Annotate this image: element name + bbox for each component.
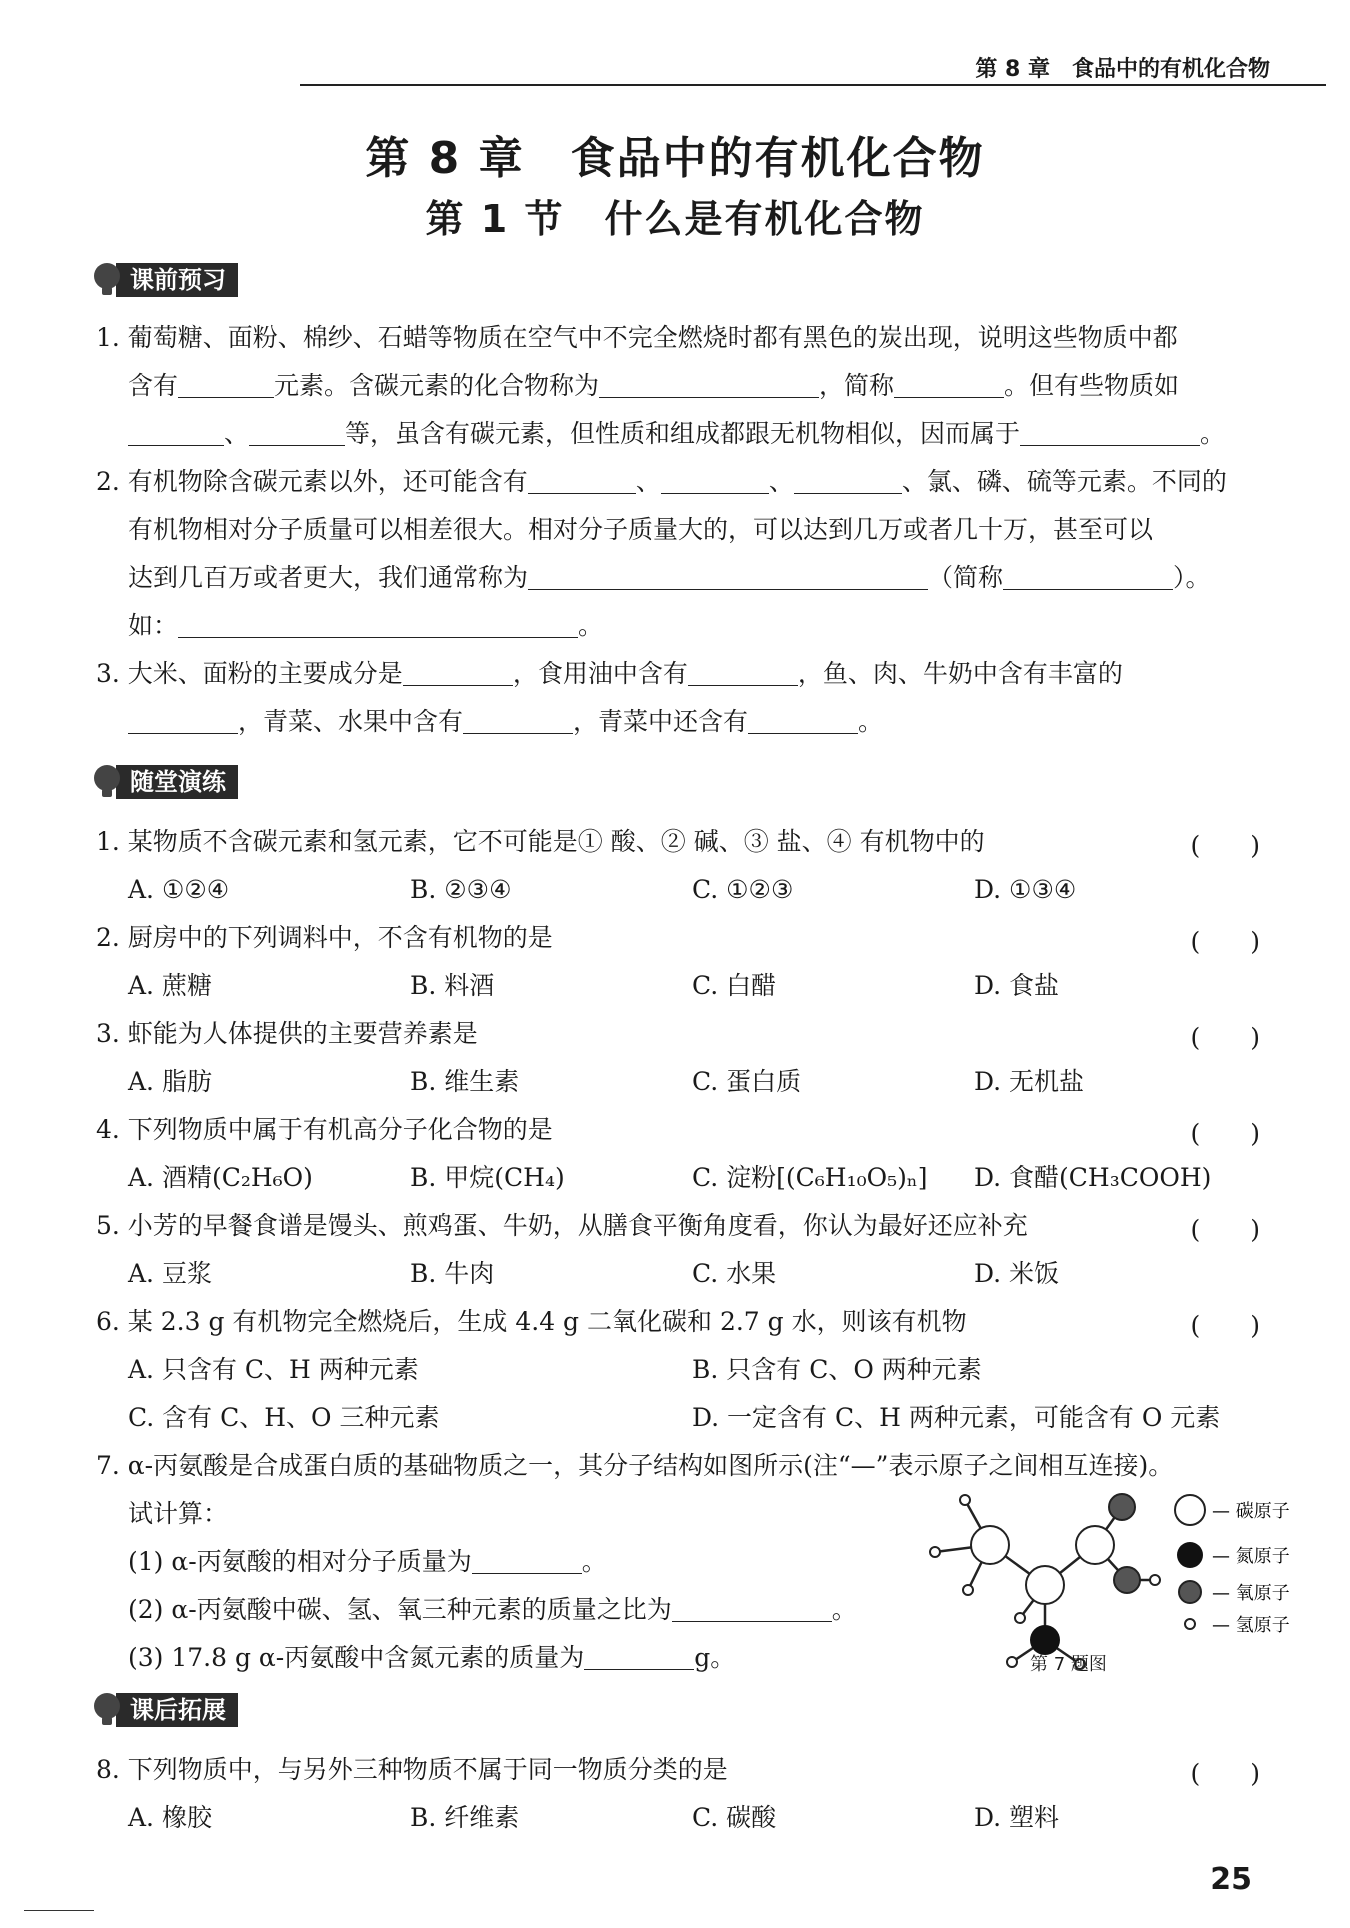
option-b[interactable]: B. 料酒 bbox=[410, 971, 495, 1000]
answer-blank[interactable] bbox=[894, 373, 1004, 398]
answer-blank[interactable] bbox=[672, 1597, 832, 1622]
practice-q5-stem: 5. 小芳的早餐食谱是馒头、煎鸡蛋、牛奶，从膳食平衡角度看，你认为最好还应补充 bbox=[96, 1211, 1028, 1240]
answer-blank[interactable] bbox=[249, 421, 345, 446]
legend-oxygen-label: — 氧原子 bbox=[1212, 1583, 1290, 1604]
answer-blank[interactable] bbox=[1020, 421, 1200, 446]
tag-label: 课后拓展 bbox=[116, 1693, 238, 1727]
answer-blank[interactable] bbox=[748, 709, 858, 734]
option-c[interactable]: C. 含有 C、H、O 三种元素 bbox=[128, 1403, 440, 1432]
option-b[interactable]: B. 维生素 bbox=[410, 1067, 520, 1096]
answer-paren[interactable]: ( ) bbox=[1190, 1311, 1260, 1340]
running-header: 第 8 章 食品中的有机化合物 bbox=[975, 57, 1270, 82]
option-d[interactable]: D. ①③④ bbox=[974, 875, 1077, 904]
legend-carbon-icon bbox=[1175, 1495, 1205, 1525]
practice-q7-stem: 7. α-丙氨酸是合成蛋白质的基础物质之一，其分子结构如图所示(注“—”表示原子之间相互连接)。 bbox=[96, 1451, 1174, 1480]
practice-q4-stem: 4. 下列物质中属于有机高分子化合物的是 bbox=[96, 1115, 553, 1144]
carbon-atom bbox=[1076, 1526, 1114, 1564]
option-a[interactable]: A. 酒精(C₂H₆O) bbox=[128, 1163, 313, 1192]
tag-label: 课前预习 bbox=[116, 263, 238, 297]
answer-blank[interactable] bbox=[584, 1645, 694, 1670]
answer-paren[interactable]: ( ) bbox=[1190, 831, 1260, 860]
preview-q2-line1: 2. 有机物除含碳元素以外，还可能含有 、 、 、氯、磷、硫等元素。不同的 bbox=[96, 467, 1227, 496]
answer-blank[interactable] bbox=[1003, 565, 1173, 590]
answer-blank[interactable] bbox=[528, 565, 928, 590]
legend-nitrogen-label: — 氮原子 bbox=[1212, 1546, 1290, 1567]
option-d[interactable]: D. 食盐 bbox=[974, 971, 1060, 1000]
legend-oxygen-icon bbox=[1179, 1581, 1201, 1603]
option-a[interactable]: A. 豆浆 bbox=[128, 1259, 212, 1288]
section-title: 第 1 节 什么是有机化合物 bbox=[425, 197, 925, 241]
hydrogen-atom bbox=[960, 1495, 970, 1505]
header-rule bbox=[300, 84, 1326, 86]
hydrogen-atom bbox=[1150, 1575, 1160, 1585]
answer-paren[interactable]: ( ) bbox=[1190, 927, 1260, 956]
option-c[interactable]: C. 碳酸 bbox=[692, 1803, 777, 1832]
option-c[interactable]: C. 淀粉[(C₆H₁₀O₅)ₙ] bbox=[692, 1163, 928, 1192]
answer-blank[interactable] bbox=[178, 373, 274, 398]
practice-q6-stem: 6. 某 2.3 g 有机物完全燃烧后，生成 4.4 g 二氧化碳和 2.7 g 水，则该有机物 bbox=[96, 1307, 967, 1336]
page-number: 25 bbox=[1210, 1862, 1252, 1897]
answer-paren[interactable]: ( ) bbox=[1190, 1023, 1260, 1052]
legend-hydrogen-icon bbox=[1185, 1619, 1195, 1629]
answer-paren[interactable]: ( ) bbox=[1190, 1119, 1260, 1148]
lightbulb-icon bbox=[94, 1693, 120, 1727]
answer-blank[interactable] bbox=[178, 613, 578, 638]
q7-sub1: (1) α-丙氨酸的相对分子质量为 。 bbox=[128, 1547, 607, 1576]
section-tag-extension bbox=[94, 1692, 238, 1728]
option-a[interactable]: A. 蔗糖 bbox=[128, 971, 212, 1000]
practice-q1-stem: 1. 某物质不含碳元素和氢元素，它不可能是① 酸、② 碱、③ 盐、④ 有机物中的 bbox=[96, 827, 985, 856]
option-d[interactable]: D. 无机盐 bbox=[974, 1067, 1085, 1096]
preview-q3-line1: 3. 大米、面粉的主要成分是 ，食用油中含有 ，鱼、肉、牛奶中含有丰富的 bbox=[96, 659, 1123, 688]
option-c[interactable]: C. 白醋 bbox=[692, 971, 777, 1000]
answer-paren[interactable]: ( ) bbox=[1190, 1215, 1260, 1244]
answer-blank[interactable] bbox=[688, 661, 798, 686]
option-b[interactable]: B. 牛肉 bbox=[410, 1259, 495, 1288]
option-d[interactable]: D. 一定含有 C、H 两种元素，可能含有 O 元素 bbox=[692, 1403, 1221, 1432]
preview-q1-line3: 、 等，虽含有碳元素，但性质和组成都跟无机物相似，因而属于 。 bbox=[128, 418, 1225, 450]
hydrogen-atom bbox=[963, 1585, 973, 1595]
legend-hydrogen-label: — 氢原子 bbox=[1212, 1615, 1290, 1636]
carbon-atom bbox=[1026, 1566, 1064, 1604]
extension-q8-stem: 8. 下列物质中，与另外三种物质不属于同一物质分类的是 bbox=[96, 1755, 728, 1784]
answer-blank[interactable] bbox=[661, 469, 769, 494]
answer-blank[interactable] bbox=[794, 469, 902, 494]
option-a[interactable]: A. 只含有 C、H 两种元素 bbox=[128, 1355, 419, 1384]
section-tag-preview bbox=[94, 262, 238, 298]
option-a[interactable]: A. 橡胶 bbox=[128, 1803, 212, 1832]
option-c[interactable]: C. ①②③ bbox=[692, 875, 794, 904]
preview-q1-line2: 含有 元素。含碳元素的化合物称为 ，简称 。但有些物质如 bbox=[128, 371, 1180, 400]
option-b[interactable]: B. 只含有 C、O 两种元素 bbox=[692, 1355, 982, 1384]
legend-carbon-label: — 碳原子 bbox=[1212, 1501, 1290, 1522]
preview-q3-line2: ，青菜、水果中含有 ，青菜中还含有 。 bbox=[128, 706, 883, 738]
carbon-atom bbox=[971, 1526, 1009, 1564]
hydrogen-atom bbox=[1007, 1657, 1017, 1667]
option-b[interactable]: B. 纤维素 bbox=[410, 1803, 520, 1832]
practice-q3-stem: 3. 虾能为人体提供的主要营养素是 bbox=[96, 1019, 478, 1048]
hydrogen-atom bbox=[1015, 1613, 1025, 1623]
option-a[interactable]: A. ①②④ bbox=[128, 875, 230, 904]
answer-blank[interactable] bbox=[472, 1549, 582, 1574]
option-b[interactable]: B. ②③④ bbox=[410, 875, 512, 904]
oxygen-atom bbox=[1109, 1494, 1135, 1520]
figure-caption: 第 7 题图 bbox=[1030, 1654, 1107, 1675]
answer-blank[interactable] bbox=[463, 709, 573, 734]
practice-q2-stem: 2. 厨房中的下列调料中，不含有机物的是 bbox=[96, 923, 553, 952]
option-d[interactable]: D. 米饭 bbox=[974, 1259, 1060, 1288]
section-tag-practice bbox=[94, 764, 238, 800]
preview-q2-line3: 达到几百万或者更大，我们通常称为 （简称 ）。 bbox=[128, 563, 1211, 592]
chapter-title: 第 8 章 食品中的有机化合物 bbox=[365, 133, 985, 184]
answer-blank[interactable] bbox=[528, 469, 636, 494]
preview-q2-line2: 有机物相对分子质量可以相差很大。相对分子质量大的，可以达到几万或者几十万，甚至可以 bbox=[128, 515, 1154, 544]
option-c[interactable]: C. 水果 bbox=[692, 1259, 777, 1288]
answer-paren[interactable]: ( ) bbox=[1190, 1759, 1260, 1788]
answer-blank[interactable] bbox=[599, 373, 819, 398]
answer-blank[interactable] bbox=[403, 661, 513, 686]
oxygen-atom bbox=[1114, 1567, 1140, 1593]
preview-q2-line4: 如： 。 bbox=[128, 611, 604, 640]
option-c[interactable]: C. 蛋白质 bbox=[692, 1067, 802, 1096]
lightbulb-icon bbox=[94, 765, 120, 799]
q7-sub2: (2) α-丙氨酸中碳、氢、氧三种元素的质量之比为 。 bbox=[128, 1595, 857, 1624]
option-d[interactable]: D. 食醋(CH₃COOH) bbox=[974, 1163, 1212, 1192]
q7-sub3: (3) 17.8 g α-丙氨酸中含氮元素的质量为 g。 bbox=[128, 1643, 736, 1672]
option-b[interactable]: B. 甲烷(CH₄) bbox=[410, 1163, 565, 1192]
answer-blank[interactable] bbox=[128, 709, 238, 734]
option-d[interactable]: D. 塑料 bbox=[974, 1803, 1060, 1832]
legend-nitrogen-icon bbox=[1177, 1542, 1203, 1568]
answer-blank[interactable] bbox=[128, 421, 224, 446]
hydrogen-atom bbox=[930, 1547, 940, 1557]
tag-label: 随堂演练 bbox=[116, 765, 238, 799]
option-a[interactable]: A. 脂肪 bbox=[128, 1067, 212, 1096]
footer-rule bbox=[24, 1910, 94, 1911]
preview-q1-line1: 1. 葡萄糖、面粉、棉纱、石蜡等物质在空气中不完全燃烧时都有黑色的炭出现，说明这些物质中都 bbox=[96, 323, 1178, 352]
lightbulb-icon bbox=[94, 263, 120, 297]
q7-intro: 试计算： bbox=[128, 1499, 229, 1528]
